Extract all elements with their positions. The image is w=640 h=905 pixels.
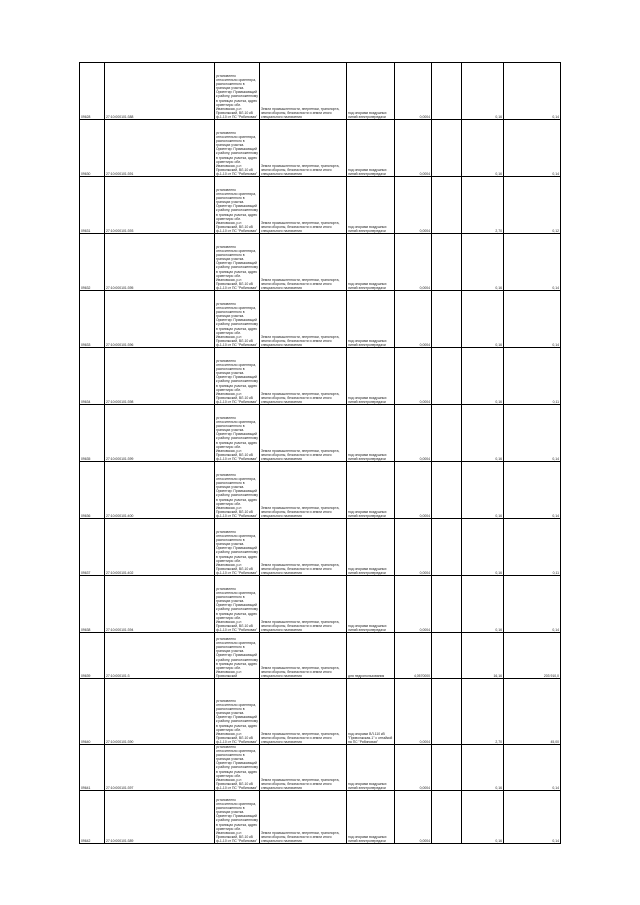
cadastral-number-cell-text: 27:10:000101:388 xyxy=(106,114,134,119)
location-description-cell-text: установлено относительно ориентира, расположенного в границах участка. Ориентир: Примыкающий к району, расположенному в границах участка, адрес ориентира: обл. Ивановская, р-н Приволжский, ВЛ-10 кВ ф-1-10 от ПС "Рябиновая" xyxy=(216,187,258,233)
permitted-use-cell-text: под опорами воздушных линий электропередачи xyxy=(348,566,387,575)
location-description-cell xyxy=(215,633,260,679)
area-cell-text: 0,0004 xyxy=(419,399,430,404)
cadastral-number-cell xyxy=(105,462,215,519)
land-category-cell-text: Земли промышленности, энергетики, транспорта, земли обороны, безопасности и земли иного специального назначения xyxy=(261,106,340,119)
cadastral-number-cell xyxy=(105,633,215,679)
row-number-cell-text: 09632 xyxy=(81,285,91,290)
location-description-cell-text: установлено относительно ориентира, расположенного в границах участка. Ориентир: Примыкающий к району, расположенному в границах участка, адрес ориентира: обл. Ивановская, р-н Приволжский, ВЛ-10 кВ ф-1-10 от ПС "Рябиновая" xyxy=(216,73,258,119)
land-category-cell-text: Земли промышленности, энергетики, транспорта, земли обороны, безопасности и земли иного специального назначения xyxy=(261,777,340,790)
row-number-cell xyxy=(80,177,105,234)
location-description-cell xyxy=(215,291,260,348)
land-category-cell-text: Земли промышленности, энергетики, транспорта, земли обороны, безопасности и земли иного специального назначения xyxy=(261,665,340,678)
value-3-cell xyxy=(504,679,561,745)
area-cell-text: 0,0004 xyxy=(419,171,430,176)
location-description-cell xyxy=(215,405,260,462)
cadastral-number-cell xyxy=(105,745,215,791)
value-1-cell xyxy=(432,405,462,462)
cadastral-number-cell xyxy=(105,120,215,177)
value-3-cell xyxy=(504,234,561,291)
row-number-cell xyxy=(80,63,105,120)
table-body xyxy=(80,63,561,844)
value-1-cell xyxy=(432,633,462,679)
location-description-cell-text: установлено относительно ориентира, расположенного в границах участка. Ориентир: Примыкающий к району, расположенному в границах участка, адрес ориентира: обл. Ивановская, р-н Приволжский, ВЛ-10 кВ ф-1-10 от ПС "Рябиновая" xyxy=(216,698,258,744)
table-row xyxy=(80,234,561,291)
row-number-cell-text: 09640 xyxy=(81,739,91,744)
row-number-cell-text: 09637 xyxy=(81,570,91,575)
permitted-use-cell-text: под опорами воздушных линий электропередачи xyxy=(348,395,387,404)
land-category-cell xyxy=(260,234,347,291)
area-cell-text: 0,0004 xyxy=(419,456,430,461)
land-category-cell-text: Земли промышленности, энергетики, транспорта, земли обороны, безопасности и земли иного специального назначения xyxy=(261,448,340,461)
value-2-cell xyxy=(462,405,504,462)
cadastral-number-cell xyxy=(105,63,215,120)
permitted-use-cell xyxy=(347,63,395,120)
row-number-cell xyxy=(80,462,105,519)
area-cell-text: 0,0004 xyxy=(419,739,430,744)
location-description-cell-text: установлено относительно ориентира, расположенного в границах участка. Ориентир: Примыкающий к району, расположенному в границах участка, адрес ориентира: обл. Ивановская, р-н Приволжский, ВЛ-10 кВ ф-1-10 от ПС "Рябиновая" xyxy=(216,244,258,290)
permitted-use-cell xyxy=(347,177,395,234)
cadastral-number-cell-text: 27:10:000101:399 xyxy=(106,456,134,461)
value-3-cell xyxy=(504,633,561,679)
location-description-cell xyxy=(215,679,260,745)
row-number-cell-text: 09631 xyxy=(81,228,91,233)
land-category-cell xyxy=(260,291,347,348)
table-row xyxy=(80,791,561,844)
area-cell-text: 0,0004 xyxy=(419,570,430,575)
table-row xyxy=(80,63,561,120)
area-cell xyxy=(395,120,432,177)
row-number-cell xyxy=(80,576,105,633)
value-2-cell xyxy=(462,576,504,633)
land-category-cell xyxy=(260,519,347,576)
value-3-cell-text: 0,14 xyxy=(552,456,559,461)
value-2-cell-text: 0,16 xyxy=(495,399,502,404)
cadastral-number-cell-text: 27:10:000101:389 xyxy=(106,838,134,843)
land-category-cell-text: Земли промышленности, энергетики, транспорта, земли обороны, безопасности и земли иного специального назначения xyxy=(261,619,340,632)
location-description-cell xyxy=(215,63,260,120)
value-3-cell xyxy=(504,519,561,576)
value-3-cell-text: 0,14 xyxy=(552,342,559,347)
value-1-cell xyxy=(432,745,462,791)
table-row xyxy=(80,348,561,405)
value-2-cell xyxy=(462,679,504,745)
area-cell-text: 0,0004 xyxy=(419,785,430,790)
row-number-cell xyxy=(80,348,105,405)
value-3-cell-text: 0,11 xyxy=(552,570,559,575)
permitted-use-cell xyxy=(347,120,395,177)
row-number-cell xyxy=(80,745,105,791)
cadastral-number-cell-text: 27:10:000101:396 xyxy=(106,342,134,347)
land-category-cell xyxy=(260,177,347,234)
value-2-cell-text: 0,16 xyxy=(495,627,502,632)
value-2-cell xyxy=(462,462,504,519)
value-1-cell xyxy=(432,63,462,120)
cadastral-number-cell-text: 27:10:000101:394 xyxy=(106,627,134,632)
value-2-cell xyxy=(462,745,504,791)
location-description-cell xyxy=(215,519,260,576)
table-row xyxy=(80,519,561,576)
value-2-cell xyxy=(462,234,504,291)
permitted-use-cell xyxy=(347,679,395,745)
location-description-cell xyxy=(215,745,260,791)
location-description-cell xyxy=(215,576,260,633)
value-3-cell xyxy=(504,745,561,791)
area-cell xyxy=(395,791,432,844)
permitted-use-cell-text: под опорами воздушных линий электропередачи xyxy=(348,224,387,233)
location-description-cell-text: установлено относительно ориентира, расположенного в границах участка. Ориентир: Примыкающий к району, расположенному в границах участка, адрес ориентира: обл. Ивановская, р-н Приволжский, ВЛ-10 кВ ф-1-10 от ПС "Рябиновая" xyxy=(216,798,258,843)
cadastral-number-cell-text: 27:10:000101:398 xyxy=(106,399,134,404)
location-description-cell-text: установлено относительно ориентира, расположенного в границах участка. Ориентир: Примыкающий к району, расположенному в границах участка, адрес ориентира: обл. Ивановская, р-н Приволжский, ВЛ-10 кВ ф-1-10 от ПС "Рябиновая" xyxy=(216,130,258,176)
area-cell xyxy=(395,462,432,519)
land-category-cell xyxy=(260,120,347,177)
cadastral-number-cell xyxy=(105,519,215,576)
area-cell xyxy=(395,177,432,234)
row-number-cell xyxy=(80,519,105,576)
value-2-cell-text: 0,16 xyxy=(495,171,502,176)
land-category-cell xyxy=(260,791,347,844)
table-row xyxy=(80,462,561,519)
cadastral-number-cell xyxy=(105,576,215,633)
land-category-cell xyxy=(260,745,347,791)
row-number-cell-text: 09628 xyxy=(81,114,91,119)
land-category-cell xyxy=(260,63,347,120)
permitted-use-cell-text: под опорами ВЛ-110 кВ "Приволжская-1" с отпайкой на ПС "Рябиновая" xyxy=(348,731,393,744)
cadastral-number-cell-text: 27:10:000101:393 xyxy=(106,228,134,233)
value-2-cell xyxy=(462,120,504,177)
value-2-cell-text: 2,70 xyxy=(495,739,502,744)
land-category-cell-text: Земли промышленности, энергетики, транспорта, земли обороны, безопасности и земли иного специального назначения xyxy=(261,562,340,575)
permitted-use-cell-text: под опорами воздушных линий электропередачи xyxy=(348,623,387,632)
value-3-cell xyxy=(504,348,561,405)
permitted-use-cell-text: под опорами воздушных линий электропередачи xyxy=(348,338,387,347)
value-2-cell-text: 0,16 xyxy=(495,513,502,518)
value-3-cell-text: 0,14 xyxy=(552,785,559,790)
value-3-cell xyxy=(504,576,561,633)
permitted-use-cell-text: для недропользования xyxy=(348,673,385,678)
permitted-use-cell-text: под опорами воздушных линий электропередачи xyxy=(348,167,387,176)
location-description-cell xyxy=(215,791,260,844)
value-2-cell-text: 0,16 xyxy=(495,456,502,461)
cadastral-number-cell xyxy=(105,177,215,234)
permitted-use-cell xyxy=(347,519,395,576)
row-number-cell-text: 09639 xyxy=(81,673,91,678)
value-2-cell-text: 16,16 xyxy=(493,673,502,678)
value-2-cell-text: 0,16 xyxy=(495,838,502,843)
cadastral-number-cell-text: 27:10:000101:397 xyxy=(106,785,134,790)
permitted-use-cell-text: под опорами воздушных линий электропередачи xyxy=(348,509,387,518)
value-3-cell-text: 0,14 xyxy=(552,838,559,843)
land-category-cell-text: Земли промышленности, энергетики, транспорта, земли обороны, безопасности и земли иного специального назначения xyxy=(261,731,340,744)
value-2-cell-text: 0,16 xyxy=(495,570,502,575)
permitted-use-cell xyxy=(347,291,395,348)
location-description-cell-text: установлено относительно ориентира, расположенного в границах участка. Ориентир: Примыкающий к району, расположенному в границах участка, адрес ориентира: обл. Ивановская, р-н Приволжский, ВЛ-10 кВ ф-1-10 от ПС "Рябиновая" xyxy=(216,358,258,404)
value-1-cell xyxy=(432,348,462,405)
area-cell xyxy=(395,633,432,679)
location-description-cell xyxy=(215,234,260,291)
value-3-cell xyxy=(504,791,561,844)
value-2-cell-text: 0,16 xyxy=(495,785,502,790)
value-1-cell xyxy=(432,679,462,745)
area-cell-text: 0,0004 xyxy=(419,285,430,290)
value-1-cell xyxy=(432,462,462,519)
land-category-cell-text: Земли промышленности, энергетики, транспорта, земли обороны, безопасности и земли иного специального назначения xyxy=(261,334,340,347)
row-number-cell-text: 09636 xyxy=(81,513,91,518)
location-description-cell-text: установлено относительно ориентира, расположенного в границах участка. Ориентир: Примыкающий к району, расположенному в границах участка, адрес ориентира: обл. Ивановская, р-н Приволжский, ВЛ-10 кВ ф-1-10 от ПС "Рябиновая" xyxy=(216,529,258,575)
land-category-cell xyxy=(260,679,347,745)
cadastral-number-cell-text: 27:10:000101:391 xyxy=(106,171,134,176)
value-3-cell-text: 0,12 xyxy=(552,228,559,233)
permitted-use-cell xyxy=(347,405,395,462)
row-number-cell xyxy=(80,234,105,291)
location-description-cell-text: установлено относительно ориентира, расположенного в границах участка. Ориентир: Примыкающий к району, расположенному в границах участка, адрес ориентира: обл. Ивановская, р-н Приволжский, ВЛ-10 кВ ф-1-10 от ПС "Рябиновая" xyxy=(216,301,258,347)
value-2-cell xyxy=(462,63,504,120)
table-row xyxy=(80,291,561,348)
area-cell xyxy=(395,348,432,405)
permitted-use-cell xyxy=(347,633,395,679)
value-3-cell-text: 0,14 xyxy=(552,285,559,290)
value-2-cell xyxy=(462,291,504,348)
cadastral-number-cell xyxy=(105,291,215,348)
location-description-cell xyxy=(215,348,260,405)
value-3-cell-text: 0,14 xyxy=(552,513,559,518)
location-description-cell-text: установлено относительно ориентира, расположенного в границах участка. Ориентир: Примыкающий к району, расположенному в границах участка, адрес ориентира: обл. Ивановская, р-н Приволжский, ВЛ-10 кВ ф-1-10 от ПС "Рябиновая" xyxy=(216,586,258,632)
land-category-cell-text: Земли промышленности, энергетики, транспорта, земли обороны, безопасности и земли иного специального назначения xyxy=(261,163,340,176)
value-1-cell xyxy=(432,234,462,291)
area-cell xyxy=(395,745,432,791)
value-2-cell xyxy=(462,177,504,234)
area-cell xyxy=(395,576,432,633)
value-2-cell xyxy=(462,519,504,576)
area-cell xyxy=(395,291,432,348)
location-description-cell-text: установлено относительно ориентира, расположенного в границах участка. Ориентир: Примыкающий к району, расположенному в границах участка, адрес ориентира: обл. Ивановская, р-н Приволжский, ВЛ-10 кВ ф-1-10 от ПС "Рябиновая" xyxy=(216,472,258,518)
value-1-cell xyxy=(432,291,462,348)
permitted-use-cell xyxy=(347,791,395,844)
value-2-cell xyxy=(462,791,504,844)
area-cell xyxy=(395,519,432,576)
cadastral-number-cell-text: 27:10:000101:402 xyxy=(106,570,134,575)
permitted-use-cell xyxy=(347,234,395,291)
area-cell-text: 0,0004 xyxy=(419,114,430,119)
area-cell-text: 4,0570000 xyxy=(413,673,430,678)
table-row xyxy=(80,405,561,462)
area-cell-text: 0,0004 xyxy=(419,513,430,518)
value-3-cell-text: 0,14 xyxy=(552,114,559,119)
land-category-cell-text: Земли промышленности, энергетики, транспорта, земли обороны, безопасности и земли иного специального назначения xyxy=(261,220,340,233)
value-1-cell xyxy=(432,519,462,576)
row-number-cell-text: 09630 xyxy=(81,171,91,176)
value-2-cell-text: 0,16 xyxy=(495,342,502,347)
row-number-cell xyxy=(80,291,105,348)
location-description-cell xyxy=(215,120,260,177)
value-2-cell-text: 0,16 xyxy=(495,285,502,290)
location-description-cell-text: установлено относительно ориентира, расположенного в границах участка. Ориентир: Примыкающий к району, расположенному в границах участка, адрес ориентира: обл. Ивановская, р-н Приволжский, ВЛ-10 кВ ф-1-10 от ПС "Рябиновая" xyxy=(216,415,258,461)
row-number-cell-text: 09638 xyxy=(81,627,91,632)
area-cell-text: 0,0004 xyxy=(419,838,430,843)
land-category-cell-text: Земли промышленности, энергетики, транспорта, земли обороны, безопасности и земли иного специального назначения xyxy=(261,277,340,290)
value-2-cell-text: 0,16 xyxy=(495,114,502,119)
permitted-use-cell-text: под опорами воздушных линий электропередачи xyxy=(348,834,387,843)
table-row xyxy=(80,576,561,633)
cadastral-number-cell-text: 27:10:000101:390 xyxy=(106,739,134,744)
cadastral-number-cell-text: 27:10:000101:3 xyxy=(106,673,130,678)
row-number-cell xyxy=(80,120,105,177)
land-category-cell xyxy=(260,576,347,633)
location-description-cell xyxy=(215,462,260,519)
cadastral-number-cell xyxy=(105,679,215,745)
value-3-cell xyxy=(504,177,561,234)
row-number-cell xyxy=(80,679,105,745)
value-3-cell xyxy=(504,63,561,120)
value-1-cell xyxy=(432,791,462,844)
permitted-use-cell xyxy=(347,348,395,405)
value-3-cell xyxy=(504,405,561,462)
location-description-cell-text: установлено относительно ориентира, расположенного в границах участка. Ориентир: Примыкающий к району, расположенному в границах участка, адрес ориентира: обл. Ивановская, р-н Приволжский, ВЛ-10 кВ ф-1-10 от ПС "Рябиновая" xyxy=(216,745,258,790)
value-3-cell-text: 0,14 xyxy=(552,627,559,632)
row-number-cell-text: 09635 xyxy=(81,456,91,461)
land-category-cell-text: Земли промышленности, энергетики, транспорта, земли обороны, безопасности и земли иного специального назначения xyxy=(261,505,340,518)
land-register-table xyxy=(79,62,561,844)
value-3-cell-text: 45,00 xyxy=(550,739,559,744)
value-2-cell xyxy=(462,348,504,405)
area-cell xyxy=(395,63,432,120)
table-row xyxy=(80,177,561,234)
table-row xyxy=(80,679,561,745)
permitted-use-cell xyxy=(347,462,395,519)
value-3-cell-text: 203 910,0 xyxy=(543,673,559,678)
row-number-cell-text: 09634 xyxy=(81,399,91,404)
value-3-cell xyxy=(504,291,561,348)
land-category-cell xyxy=(260,348,347,405)
cadastral-number-cell-text: 27:10:000101:400 xyxy=(106,513,134,518)
permitted-use-cell-text: под опорами воздушных линий электропередачи xyxy=(348,110,387,119)
area-cell xyxy=(395,405,432,462)
permitted-use-cell xyxy=(347,745,395,791)
land-category-cell xyxy=(260,633,347,679)
location-description-cell-text: установлено относительно ориентира, расположенного в границах участка. Ориентир: Примыкающий к району, расположенному в границах участка, адрес ориентира: обл. Ивановская, р-н Приволжский xyxy=(216,637,258,678)
area-cell-text: 0,0004 xyxy=(419,342,430,347)
value-2-cell xyxy=(462,633,504,679)
location-description-cell xyxy=(215,177,260,234)
row-number-cell xyxy=(80,633,105,679)
permitted-use-cell xyxy=(347,576,395,633)
cadastral-number-cell xyxy=(105,348,215,405)
land-category-cell-text: Земли промышленности, энергетики, транспорта, земли обороны, безопасности и земли иного специального назначения xyxy=(261,830,340,843)
value-3-cell xyxy=(504,462,561,519)
row-number-cell-text: 09642 xyxy=(81,838,91,843)
row-number-cell-text: 09633 xyxy=(81,342,91,347)
land-category-cell xyxy=(260,462,347,519)
row-number-cell xyxy=(80,791,105,844)
value-1-cell xyxy=(432,120,462,177)
cadastral-number-cell-text: 27:10:000101:395 xyxy=(106,285,134,290)
area-cell-text: 0,0004 xyxy=(419,627,430,632)
land-category-cell xyxy=(260,405,347,462)
area-cell-text: 0,0004 xyxy=(419,228,430,233)
value-1-cell xyxy=(432,576,462,633)
table-row xyxy=(80,120,561,177)
value-3-cell xyxy=(504,120,561,177)
area-cell xyxy=(395,234,432,291)
cadastral-number-cell xyxy=(105,405,215,462)
area-cell xyxy=(395,679,432,745)
table-row xyxy=(80,745,561,791)
row-number-cell xyxy=(80,405,105,462)
value-3-cell-text: 0,14 xyxy=(552,171,559,176)
permitted-use-cell-text: под опорами воздушных линий электропередачи xyxy=(348,452,387,461)
permitted-use-cell-text: под опорами воздушных линий электропередачи xyxy=(348,281,387,290)
land-category-cell-text: Земли промышленности, энергетики, транспорта, земли обороны, безопасности и земли иного специального назначения xyxy=(261,391,340,404)
value-3-cell-text: 0,11 xyxy=(552,399,559,404)
value-2-cell-text: 2,70 xyxy=(495,228,502,233)
row-number-cell-text: 09641 xyxy=(81,785,91,790)
cadastral-number-cell xyxy=(105,234,215,291)
cadastral-number-cell xyxy=(105,791,215,844)
permitted-use-cell-text: под опорами воздушных линий электропередачи xyxy=(348,781,387,790)
table-row xyxy=(80,633,561,679)
value-1-cell xyxy=(432,177,462,234)
